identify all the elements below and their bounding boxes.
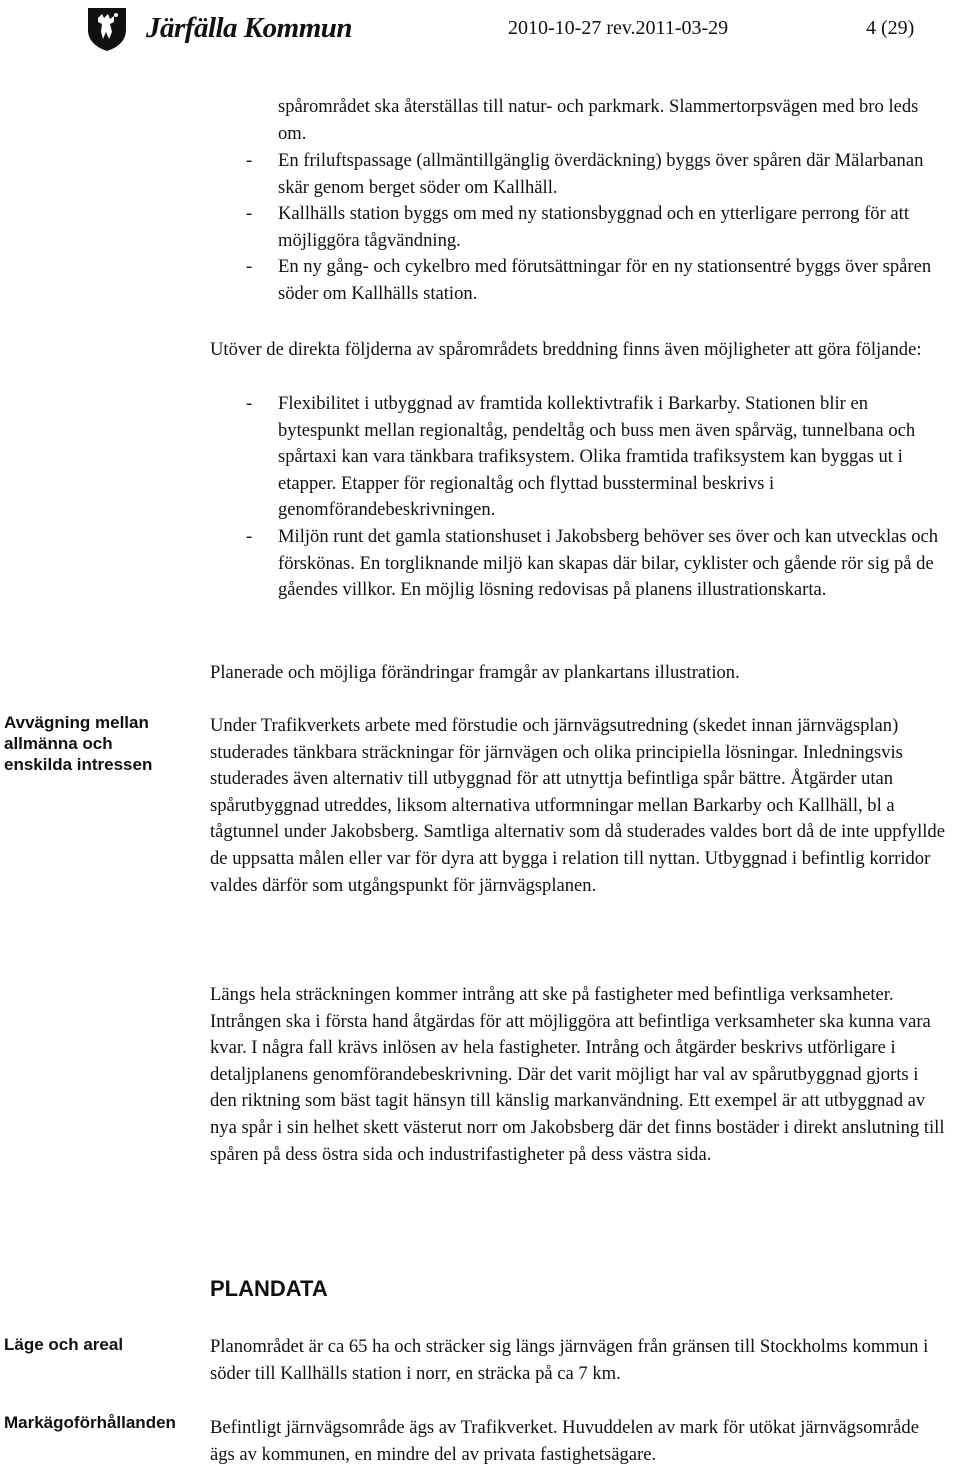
side-heading-markagoforhallanden: Markägoförhållanden — [4, 1413, 176, 1432]
list-continuation: spårområdet ska återställas till natur- och parkmark. Slammertorpsvägen med bro leds om. — [278, 96, 919, 144]
page-header — [0, 0, 960, 60]
list-item: - En ny gång- och cykelbro med förutsättningar för en ny stationsentré byggs över spåren söder om Kallhälls station. — [246, 254, 950, 307]
municipality-crest-icon — [86, 6, 128, 52]
track-changes-list — [246, 148, 950, 308]
mark-paragraph: Befintligt järnvägsområde ägs av Trafikverket. Huvuddelen av mark för utökat järnvägsområde ägs av kommunen, en mindre del av privata fastighetsägare. — [210, 1417, 919, 1465]
side-heading-lage: Läge och areal — [4, 1335, 124, 1354]
page-number: 4 (29) — [866, 17, 915, 39]
planned-changes-paragraph: Planerade och möjliga förändringar framgår av plankartans illustration. — [210, 662, 740, 683]
avvagning-paragraph-1: Under Trafikverkets arbete med förstudie och järnvägsutredning (skedet innan järnvägsplan) studerades tänkbara sträckningar för järnvägen och olika principiella lösningar. Inledningsvis studerades även alternativ till utbyggnad för att utnyttja befintliga spår bättre. Åtgärder utan spårutbyggnad utreddes, liksom alternativa utformningar mellan Barkarby och Kallhäll, bl a tågtunnel under Jakobsberg. Samtliga alternativ som då studerades valdes bort då de inte uppfyllde de uppsatta målen eller var för dyra att bygga i relation till nyttan. Utbyggnad i befintlig korridor valdes därför som utgångspunkt för järnvägsplanen. — [210, 715, 945, 896]
section-title-plandata: PLANDATA — [210, 1276, 328, 1301]
avvagning-paragraph-2: Längs hela sträckningen kommer intrång att ske på fastigheter med befintliga verksamheter. Intrången ska i första hand åtgärdas för att möjliggöra att befintliga verksamheter ska kunna vara kvar. I några fall krävs inlösen av hela fastigheter. Intrång och åtgärder beskrivs utförligare i detaljplanens genomförandebeskrivning. Där det varit möjligt har val av spårutbyggnad gjorts i den riktning som bäst tagit hänsyn till känslig markanvändning. Ett exempel är att utbyggnad av nya spår i sin helhet skett västerut norr om Jakobsberg där det finns bostäder i direkt anslutning till spåren på dess östra sida och industrifastigheter på dess västra sida. — [210, 984, 945, 1165]
opportunities-list — [246, 391, 950, 604]
side-heading-avvagning: Avvägning mellan allmänna och enskilda intressen — [4, 713, 153, 774]
lage-paragraph: Planområdet är ca 65 ha och sträcker sig längs järnvägen från gränsen till Stockholms kommun i söder till Kallhälls station i norr, en sträcka på ca 7 km. — [210, 1336, 929, 1384]
list-item: - Flexibilitet i utbyggnad av framtida kollektivtrafik i Barkarby. Stationen blir en bytespunkt mellan regionaltåg, pendeltåg och buss men även spårväg, tunnelbana och spårtaxi kan vara tänkbara trafiksystem. Olika framtida trafiksystem kan byggas ut i etapper. Etapper för regionaltåg och flyttad bussterminal beskrivs i genomförandebeskrivningen. — [246, 391, 950, 524]
document-date: 2010-10-27 rev.2011-03-29 — [508, 17, 729, 39]
list-item: - Miljön runt det gamla stationshuset i Jakobsberg behöver ses över och kan utvecklas och förskönas. En torgliknande miljö kan skapas där bilar, cyklister och gående rör sig på de gåendes villkor. En möjlig lösning redovisas på planens illustrationskarta. — [246, 524, 950, 604]
list-item: - Kallhälls station byggs om med ny stationsbyggnad och en ytterligare perrong för att möjliggöra tågvändning. — [246, 201, 950, 254]
municipality-logo-text: Järfälla Kommun — [146, 12, 353, 44]
list-item: - En friluftspassage (allmäntillgänglig överdäckning) byggs över spåren där Mälarbanan skär genom berget söder om Kallhäll. — [246, 148, 950, 201]
intro-paragraph: Utöver de direkta följderna av spårområdets breddning finns även möjligheter att göra följande: — [210, 339, 922, 360]
